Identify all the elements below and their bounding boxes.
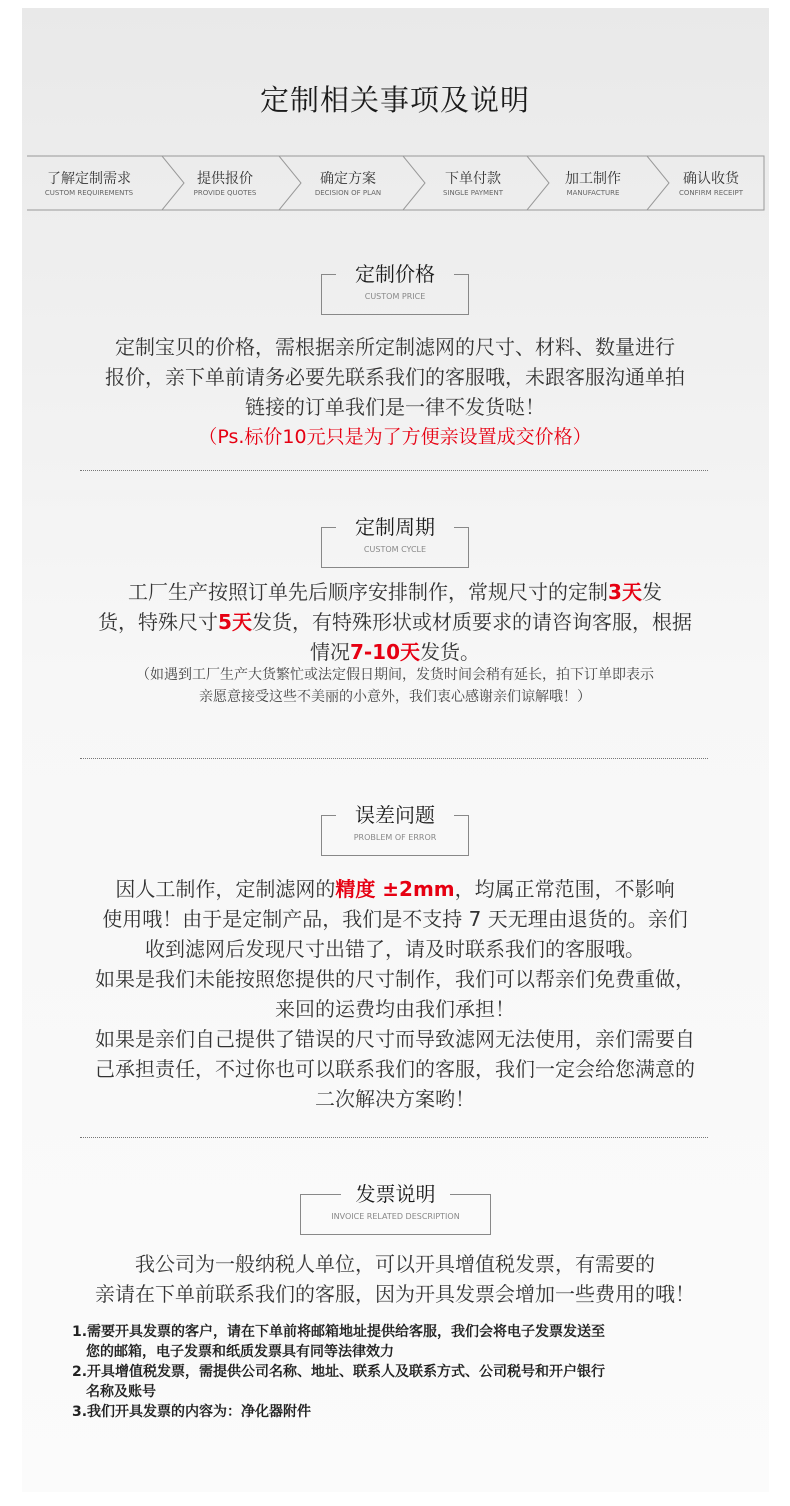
section-subtitle: INVOICE RELATED DESCRIPTION	[331, 1212, 460, 1221]
error-description: 因人工制作，定制滤网的精度 ±2mm，均属正常范围，不影响 使用哦！由于是定制产品，我们是不支持 7 天无理由退货的。亲们 收到滤网后发现尺寸出错了，请及时联系我们的客服哦。 如果是我们未能按照您提供的尺寸制作，我们可以帮亲们免费重做， 来回的运费均由我们承担！ 如果是亲们自己提供了错误的尺寸而导致滤网无法使用，亲们需要自 己承担责任，不过你也可以联系我们的客服，我们一定会给您满意的 二次解决方案哟！	[95, 877, 695, 1111]
section-heading-invoice	[0, 1182, 790, 1244]
section-subtitle: CUSTOM PRICE	[364, 292, 426, 301]
step-confirm-receipt: 确认收货 CONFIRM RECEIPT	[678, 171, 743, 197]
section-title: 发票说明	[355, 1182, 436, 1206]
invoice-description: 我公司为一般纳税人单位，可以开具增值税发票，有需要的 亲请在下单前联系我们的客服，因为开具发票会增加一些费用的哦！	[95, 1252, 695, 1306]
section-subtitle: PROBLEM OF ERROR	[353, 833, 437, 842]
section-heading-error	[0, 803, 790, 865]
section-heading-price	[0, 262, 790, 324]
invoice-list	[72, 1322, 732, 1422]
cycle-description: 工厂生产按照订单先后顺序安排制作，常规尺寸的定制3天发 货，特殊尺寸5天发货，有特殊形状或材质要求的请咨询客服，根据 情况7-10天发货。	[98, 580, 692, 664]
step-manufacture: 加工制作 MANUFACTURE	[565, 171, 621, 197]
step-decision-of-plan: 确定方案 DECISION OF PLAN	[314, 171, 382, 197]
section-title: 误差问题	[355, 803, 435, 827]
process-steps	[27, 150, 767, 216]
step-custom-requirements: 了解定制需求 CUSTOM REQUIREMENTS	[44, 171, 134, 197]
list-item: 3.我们开具发票的内容为：净化器附件	[72, 1404, 312, 1420]
section-title: 定制周期	[355, 515, 435, 539]
page-title: 定制相关事项及说明	[259, 83, 530, 117]
section-subtitle: CUSTOM CYCLE	[363, 545, 427, 554]
cycle-note: （如遇到工厂生产大货繁忙或法定假日期间，发货时间会稍有延长，拍下订单即表示 亲愿意接受这些不美丽的小意外，我们衷心感谢亲们谅解哦！）	[136, 667, 654, 705]
section-title: 定制价格	[355, 262, 435, 286]
price-note: （Ps.标价10元只是为了方便亲设置成交价格）	[198, 426, 592, 448]
list-item: 2.开具增值税发票，需提供公司名称、地址、联系人及联系方式、公司税号和开户银行 名称及账号	[72, 1364, 606, 1400]
step-single-payment: 下单付款 SINGLE PAYMENT	[443, 171, 503, 197]
list-item: 1.需要开具发票的客户，请在下单前将邮箱地址提供给客服，我们会将电子发票发送至 您的邮箱，电子发票和纸质发票具有同等法律效力	[72, 1324, 606, 1360]
price-description: 定制宝贝的价格，需根据亲所定制滤网的尺寸、材料、数量进行 报价，亲下单前请务必要先联系我们的客服哦，未跟客服沟通单拍 链接的订单我们是一律不发货哒！ （Ps.标价10元只是为了方便亲设置成交价格）	[40, 332, 750, 452]
dotted-divider	[80, 758, 708, 759]
dotted-divider	[80, 1137, 708, 1138]
section-heading-cycle	[0, 515, 790, 577]
step-provide-quotes: 提供报价 PROVIDE QUOTES	[193, 171, 257, 197]
dotted-divider	[80, 470, 708, 471]
